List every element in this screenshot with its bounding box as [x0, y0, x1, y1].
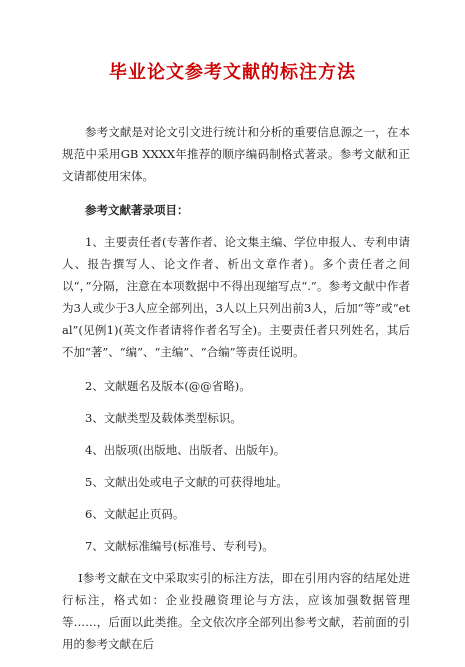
intro-paragraph: 参考文献是对论文引文进行统计和分析的重要信息源之一，在本规范中采用GB XXXX年推荐的顺序编码制格式著录。参考文献和正文请都使用宋体。	[62, 125, 410, 183]
document-body	[62, 121, 410, 667]
list-item: 3、文献类型及载体类型标识。	[85, 411, 242, 425]
section-subheading: 参考文献著录项目：	[85, 203, 189, 217]
document-title: 毕业论文参考文献的标注方法	[109, 62, 356, 83]
closing-paragraph: Ⅰ参考文献在文中采取实引的标注方法，即在引用内容的结尾处进行标注，格式如：企业投融资理论与方法，应该加强数据管理等……，后面以此类推。全文依次序全部列出参考文献，若前面的引用的参考文献在后	[62, 571, 410, 651]
list-item: 4、出版项(出版地、出版者、出版年)。	[85, 443, 286, 457]
list-item: 6、文献起止页码。	[85, 507, 185, 521]
list-item: 2、文献题名及版本(@@省略)。	[85, 379, 251, 393]
list-item: 5、文献出处或电子文献的可获得地址。	[85, 475, 288, 489]
list-item: 7、文献标准编号(标准号、专利号)。	[85, 539, 274, 553]
list-item: 1、主要责任者(专著作者、论文集主编、学位申报人、专利申请人、报告撰写人、论文作者、析出文章作者)。多个责任者之间以“，”分隔，注意在本项数据中不得出现缩写点“.”。参考文献中作者为3人或少于3人应全部列出，3人以上只列出前3人，后加“等”或“et al”(见例1)(英文作者请将作者名写全)。主要责任者只列姓名，其后不加“著”、“编”、“主编”、“合编”等责任说明。	[62, 235, 410, 359]
